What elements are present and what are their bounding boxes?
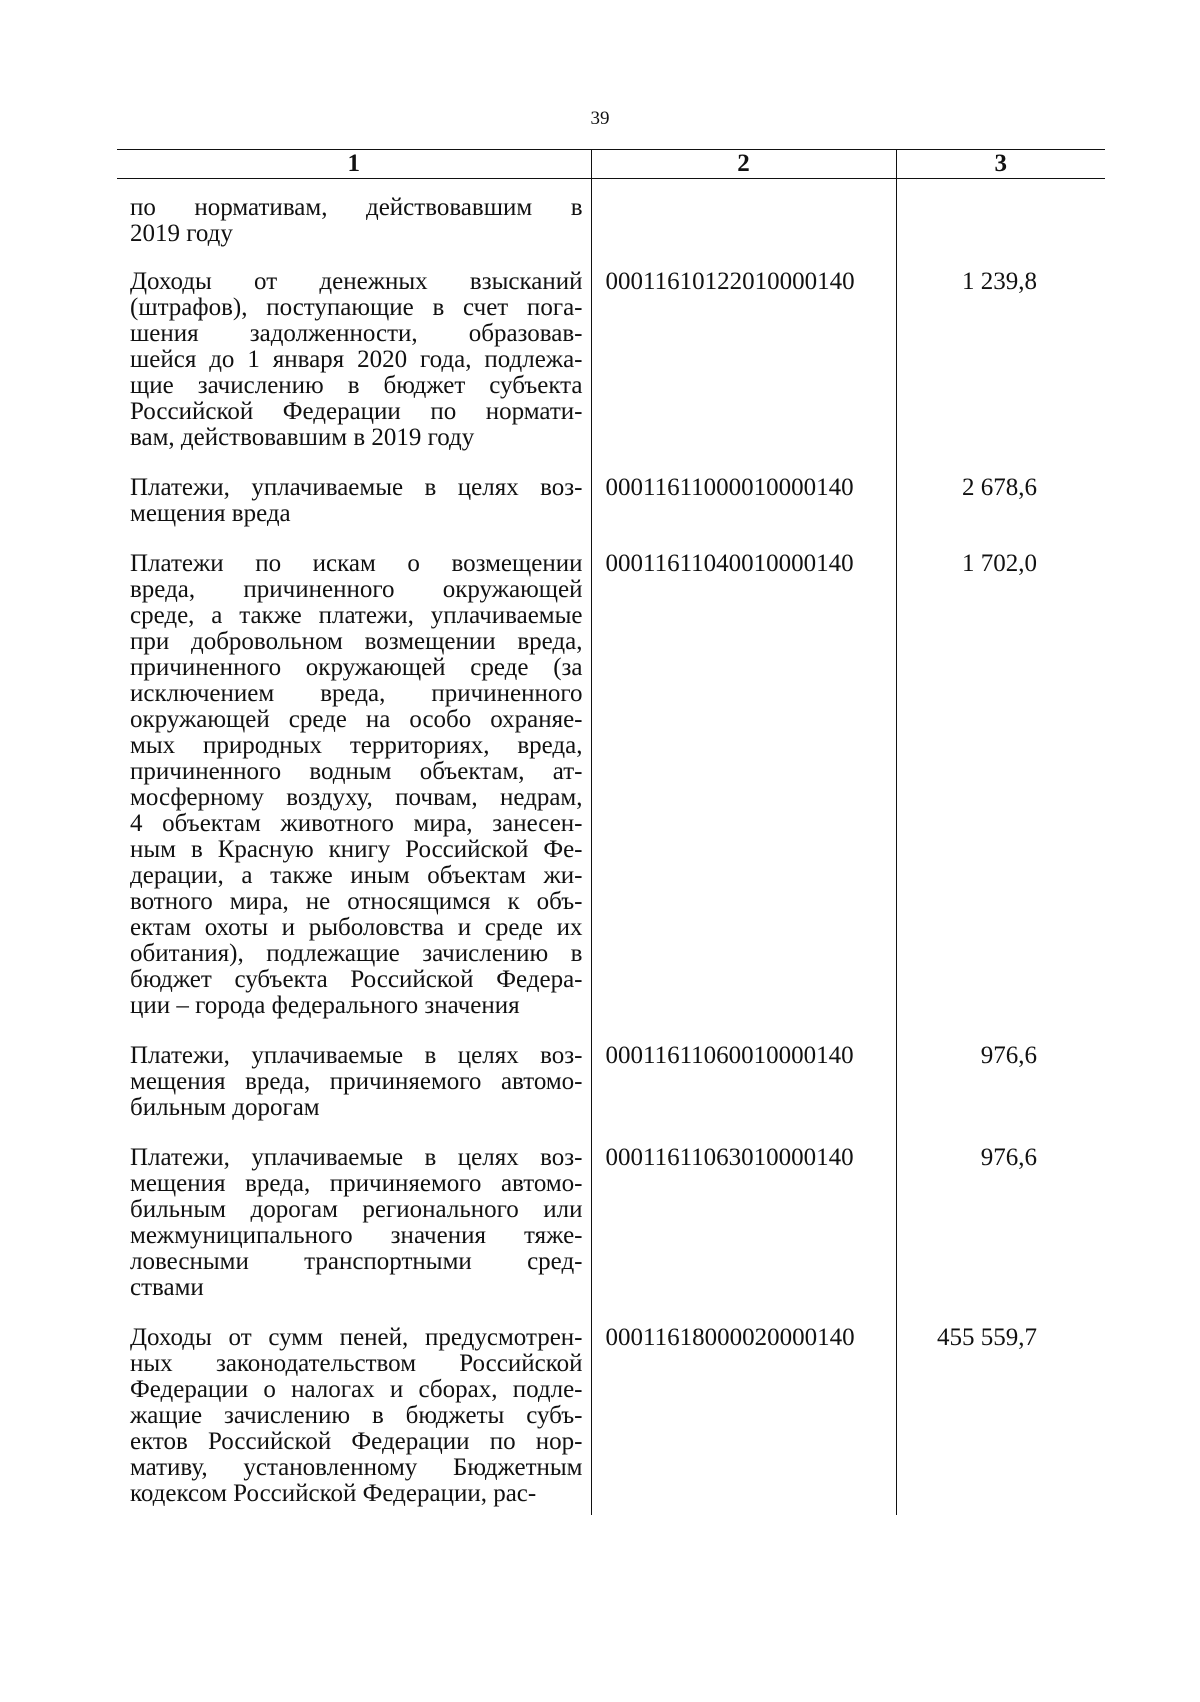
revenue-name-line: (штрафов), поступающие в счет пога- — [130, 294, 583, 321]
table-row — [117, 1043, 1105, 1145]
revenue-name-line: ектам охоты и рыболовства и среде их — [130, 914, 583, 941]
revenue-name-cell — [117, 1325, 591, 1515]
revenue-name-line: ствами — [130, 1274, 204, 1301]
budget-code-cell: 00011611063010000140 — [591, 1145, 896, 1325]
revenue-name-cell — [117, 269, 591, 475]
revenue-name-line: шения задолженности, образовав- — [130, 320, 583, 347]
revenue-name-cell — [117, 551, 591, 1043]
amount-cell: 455 559,7 — [896, 1325, 1105, 1515]
revenue-name-line: ловесными транспортными сред- — [130, 1248, 583, 1275]
revenue-name-line: бильным дорогам регионального или — [130, 1196, 583, 1223]
revenue-name-line: причиненного водным объектам, ат- — [130, 758, 583, 785]
revenue-name-line: мых природных территориях, вреда, — [130, 732, 583, 759]
table-row — [117, 179, 1105, 270]
column-header-1: 1 — [117, 150, 591, 179]
revenue-name-line: Доходы от денежных взысканий — [130, 268, 583, 295]
revenue-name-line: при добровольном возмещении вреда, — [130, 628, 583, 655]
table-body — [117, 179, 1105, 1516]
revenue-name-line: Доходы от сумм пеней, предусмотрен- — [130, 1324, 583, 1351]
revenue-name-line: вреда, причиненного окружающей — [130, 576, 583, 603]
revenue-name-cell — [117, 179, 591, 270]
revenue-name-line: бильным дорогам — [130, 1094, 320, 1121]
revenue-name-line: жащие зачислению в бюджеты субъ- — [130, 1402, 583, 1429]
revenue-name-line: 2019 году — [130, 220, 233, 247]
page-number: 39 — [590, 108, 610, 129]
revenue-name-cell — [117, 1043, 591, 1145]
revenue-name-line: Российской Федерации по нормати- — [130, 398, 583, 425]
revenue-name-line: вотного мира, не относящимся к объ- — [130, 888, 583, 915]
revenue-name-line: дерации, а также иным объектам жи- — [130, 862, 583, 889]
revenue-name-line: среде, а также платежи, уплачиваемые — [130, 602, 583, 629]
revenue-name-line: вам, действовавшим в 2019 году — [130, 424, 475, 451]
amount-cell — [896, 179, 1105, 270]
revenue-name-line: бюджет субъекта Российской Федера- — [130, 966, 583, 993]
table-row — [117, 551, 1105, 1043]
revenue-name-line: кодексом Российской Федерации, рас- — [130, 1480, 537, 1507]
revenue-name-line: ных законодательством Российской — [130, 1350, 583, 1377]
revenue-name-line: 4 объектам животного мира, занесен- — [130, 810, 583, 837]
revenue-name-cell — [117, 475, 591, 551]
budget-code-cell: 00011618000020000140 — [591, 1325, 896, 1515]
budget-code-cell: 00011610122010000140 — [591, 269, 896, 475]
revenue-name-line: обитания), подлежащие зачислению в — [130, 940, 583, 967]
revenue-name-line: мещения вреда, причиняемого автомо- — [130, 1068, 583, 1095]
revenue-name-line: причиненного окружающей среде (за — [130, 654, 583, 681]
revenue-name-line: окружающей среде на особо охраняе- — [130, 706, 583, 733]
table-row — [117, 1325, 1105, 1515]
table-row — [117, 475, 1105, 551]
revenue-name-cell — [117, 1145, 591, 1325]
table-row — [117, 269, 1105, 475]
revenue-name-line: мосферному воздуху, почвам, недрам, — [130, 784, 583, 811]
amount-cell: 2 678,6 — [896, 475, 1105, 551]
amount-cell: 1 239,8 — [896, 269, 1105, 475]
revenue-name-line: Федерации о налогах и сборах, подле- — [130, 1376, 583, 1403]
revenue-name-line: по нормативам, действовавшим в — [130, 194, 583, 221]
amount-cell: 976,6 — [896, 1043, 1105, 1145]
table-header-row — [117, 150, 1105, 179]
revenue-name-line: щие зачислению в бюджет субъекта — [130, 372, 583, 399]
table-row — [117, 1145, 1105, 1325]
revenue-table — [117, 149, 1105, 1515]
revenue-name-line: Платежи, уплачиваемые в целях воз- — [130, 1042, 583, 1069]
revenue-name-line: мещения вреда — [130, 500, 291, 527]
revenue-name-line: исключением вреда, причиненного — [130, 680, 583, 707]
budget-code-cell — [591, 179, 896, 270]
revenue-name-line: ектов Российской Федерации по нор- — [130, 1428, 583, 1455]
revenue-name-line: мативу, установленному Бюджетным — [130, 1454, 583, 1481]
amount-cell: 1 702,0 — [896, 551, 1105, 1043]
revenue-name-line: ции – города федерального значения — [130, 992, 520, 1019]
column-header-3: 3 — [896, 150, 1105, 179]
revenue-name-line: Платежи, уплачиваемые в целях воз- — [130, 1144, 583, 1171]
revenue-name-line: межмуниципального значения тяже- — [130, 1222, 583, 1249]
budget-code-cell: 00011611000010000140 — [591, 475, 896, 551]
amount-cell: 976,6 — [896, 1145, 1105, 1325]
column-header-2: 2 — [591, 150, 896, 179]
revenue-name-line: шейся до 1 января 2020 года, подлежа- — [130, 346, 583, 373]
revenue-name-line: ным в Красную книгу Российской Фе- — [130, 836, 583, 863]
revenue-name-line: Платежи по искам о возмещении — [130, 550, 583, 577]
budget-code-cell: 00011611060010000140 — [591, 1043, 896, 1145]
revenue-name-line: мещения вреда, причиняемого автомо- — [130, 1170, 583, 1197]
budget-code-cell: 00011611040010000140 — [591, 551, 896, 1043]
revenue-name-line: Платежи, уплачиваемые в целях воз- — [130, 474, 583, 501]
